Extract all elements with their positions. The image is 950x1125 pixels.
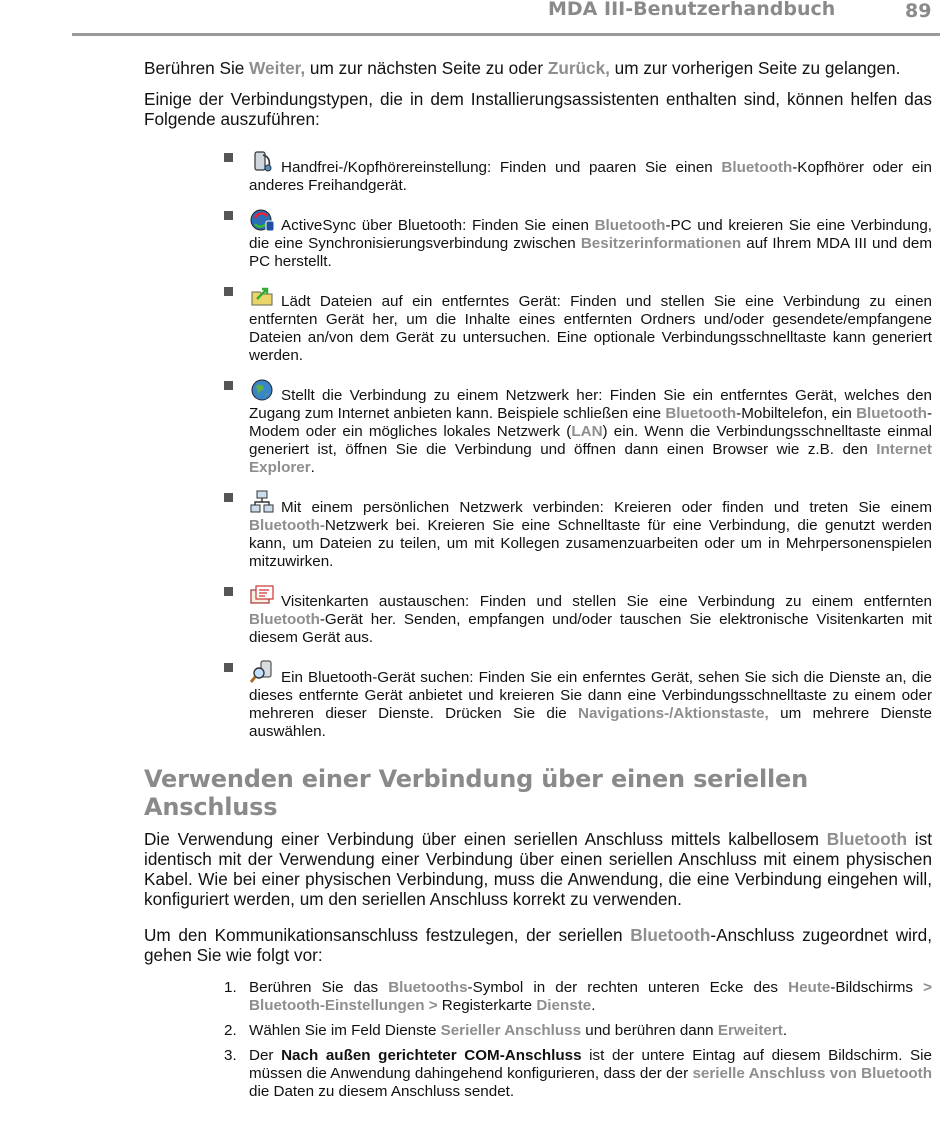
section-heading: Verwenden einer Verbindung über einen seriellen Anschluss [144,765,808,821]
text-run: -Anschluss zugeordnet wird, gehen Sie wie folgt vor: [144,925,932,965]
ui-term-highlight: Bluetooth [249,611,320,628]
text-run: auf Ihrem MDA III und dem PC herstellt. [249,235,932,270]
list-item [224,149,932,195]
ui-term-highlight: serielle Anschluss von Bluetooth [692,1065,932,1082]
device-search-icon [249,659,275,685]
text-run: Die Verwendung einer Verbindung über einen seriellen Anschluss mittels kalbellosem [144,829,827,849]
file-transfer-icon [249,283,275,309]
text-run: Berühren Sie das [249,979,389,996]
list-item [224,283,932,365]
text-run: Visitenkarten austauschen: Finden und stellen Sie eine Verbindung zu einem entfernten [281,593,932,610]
text-run: . [591,997,596,1014]
ui-term-highlight: Navigations-/Aktionstaste, [578,705,769,722]
text-run: Berühren Sie [144,58,250,78]
step-number: 3. [224,1047,237,1064]
text-run: -Modem oder ein mögliches lokales Netzwerk ( [249,405,932,440]
text-run: -Kopfhörer oder ein anderes Freihandgerät. [249,159,932,194]
ui-term-highlight: Serieller Anschluss [440,1022,582,1039]
ui-term-highlight: Erweitert [717,1022,783,1039]
ui-term-highlight: Bluetooth [594,217,666,234]
ui-term-highlight: Heute [788,979,831,996]
ui-term-highlight: Bluetooth [630,925,711,945]
text-run: Registerkarte [437,997,537,1014]
step-item [224,1047,932,1101]
list-item [224,489,932,571]
list-item [224,377,932,477]
step-number: 1. [224,979,237,996]
step-item [224,979,932,1015]
text-run: um zur vorherigen Seite zu gelangen. [609,58,901,78]
text-run: -Gerät her. Senden, empfangen und/oder tauschen Sie elektronische Visitenkarten mit diesem Gerät aus. [249,611,932,646]
list-item [224,659,932,741]
step-number: 2. [224,1022,237,1039]
ui-term-highlight: Bluetooth [665,405,737,422]
square-bullet-icon [224,153,233,162]
text-run: Netzwerk bei. Kreieren Sie eine Schnelltaste für eine Verbindung, die genutzt werden kann, um Dateien zu teilen, um mit Kollegen zusamenzuarbeiten oder um in Mehrpersonenspielen mitzuwirken. [249,517,932,570]
personal-network-icon [249,489,275,515]
ui-term-highlight: Bluetooth [826,829,907,849]
text-run: ist der untere Eintag auf diesem Bildschirm. Sie müssen die Anwendung dahingehend konfigurieren, dass der der [249,1047,932,1082]
square-bullet-icon [224,381,233,390]
ui-term-highlight: Internet Explorer [249,441,932,476]
ui-term-highlight: Bluetooths [388,979,468,996]
ui-term-highlight: Weiter, [249,58,306,78]
square-bullet-icon [224,587,233,596]
steps-list [144,979,932,1101]
text-run: . [310,459,315,476]
section-paragraph-1 [144,829,932,909]
connection-types-list [144,149,932,741]
text-run: Nach außen gerichteter COM-Anschluss [281,1047,582,1064]
ui-term-highlight: Besitzerinformationen [580,235,742,252]
header-divider [72,33,940,36]
headset-icon [249,149,275,175]
text-run: um zur nächsten Seite zu oder [305,58,548,78]
activesync-icon [249,207,275,233]
text-run: Um den Kommunikationsanschluss festzulegen, der seriellen [144,925,631,945]
text-run: Handfrei-/Kopfhörereinstellung: Finden und paaren Sie einen [281,159,722,176]
page-content [144,58,932,1108]
text-run: die Daten zu diesem Anschluss sendet. [249,1083,515,1100]
text-run: Ein Bluetooth-Gerät suchen: Finden Sie ein enferntes Gerät, sehen Sie sich die Dienste an, die dieses entfernte Gerät anbietet und kreieren Sie dann eine Verbindungsschnelltaste zu einem oder mehreren dieser Dienste. Drücken Sie die [249,669,932,722]
text-run: . [782,1022,788,1039]
text-run: Stellt die Verbindung zu einem Netzwerk her: Finden Sie ein entferntes Gerät, welches den Zugang zum Internet anbieten kann. Beispiele schließen eine [249,387,932,422]
text-run: -Symbol in der rechten unteren Ecke des [467,979,789,996]
square-bullet-icon [224,493,233,502]
globe-network-icon [249,377,275,403]
text-run: Der [249,1047,282,1064]
intro-paragraph-2: Einige der Verbindungstypen, die in dem Installierungsassistenten enthalten sind, können helfen das Folgende auszuführen: [144,89,932,129]
intro-paragraph-1 [144,58,932,78]
text-run: -PC und kreieren Sie eine Verbindung, die eine Synchronisierungsverbindung zwischen [249,217,932,252]
text-run: um mehrere Dienste auswählen. [249,705,932,740]
business-card-icon [249,583,275,609]
square-bullet-icon [224,663,233,672]
manual-title: MDA III-Benutzerhandbuch [548,0,836,20]
text-run: ) ein. Wenn die Verbindungsschnelltaste einmal generiert ist, öffnen Sie die Verbindung und öffnen dann einen Browser wie z.B. den [249,423,932,458]
ui-term-highlight: Bluetooth- [249,517,325,534]
text-run: Wählen Sie im Feld Dienste [249,1022,441,1039]
section-paragraph-2 [144,925,932,965]
text-run: Mit einem persönlichen Netzwerk verbinden: Kreieren oder finden und treten Sie einem [281,499,932,516]
square-bullet-icon [224,211,233,220]
list-item [224,583,932,647]
text-run: ist identisch mit der Verwendung einer Verbindung über einen seriellen Anschluss mit einem physischen Kabel. Wie bei einer physischen Verbindung, muss die Anwendung, die eine Verbindung eingehen will, konfiguriert werden, um den seriellen Anschluss korrekt zu verwenden. [144,829,932,909]
text-run: Lädt Dateien auf ein entferntes Gerät: Finden und stellen Sie eine Verbindung zu einen entfernten Gerät her, um die Inhalte eines entfernten Ordners und/oder gesendete/empfangene Dateien an/von dem Gerät zu untersuchen. Eine optionale Verbindungsschnelltaste kann generiert werden. [249,293,932,364]
ui-term-highlight: Dienste [536,997,592,1014]
ui-term-highlight: Bluetooth [721,159,793,176]
text-run: -Mobiltelefon, ein [736,405,857,422]
text-run: ActiveSync über Bluetooth: Finden Sie einen [281,217,595,234]
text-run: -Bildschirms [830,979,924,996]
ui-term-highlight: LAN [571,423,603,440]
page-number: 89 [905,0,932,22]
text-run: und berühren dann [581,1022,718,1039]
step-item [224,1022,932,1040]
list-item [224,207,932,271]
page-header [0,0,950,38]
ui-term-highlight: > Bluetooth-Einstellungen > [249,979,932,1014]
square-bullet-icon [224,287,233,296]
ui-term-highlight: Zurück, [547,58,610,78]
ui-term-highlight: Bluetooth [856,405,927,422]
